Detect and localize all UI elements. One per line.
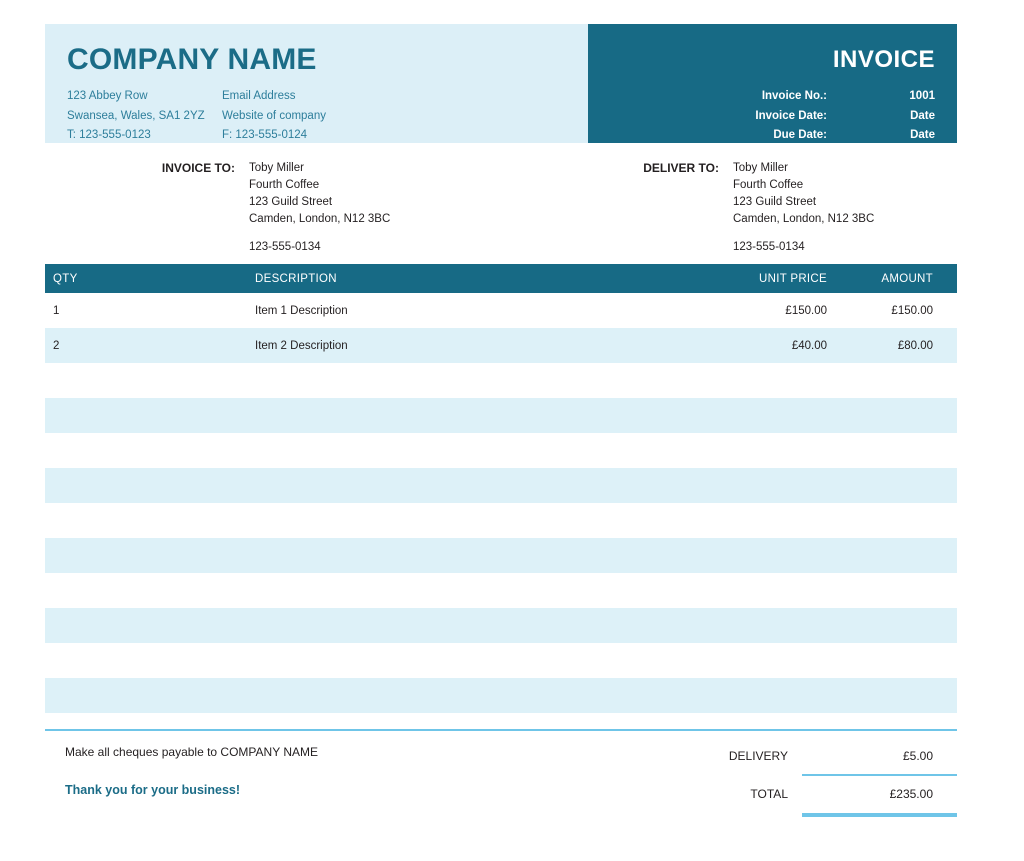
cheque-note: Make all cheques payable to COMPANY NAME <box>65 745 319 759</box>
line-items-table <box>45 264 957 748</box>
table-body <box>45 293 957 748</box>
cell-qty: 2 <box>53 339 60 352</box>
due-date-value: Date <box>910 129 935 141</box>
cell-amount: £150.00 <box>891 304 933 317</box>
invoice-footer <box>45 738 957 817</box>
address-section <box>45 160 957 256</box>
deliver-to-line-2: Fourth Coffee <box>733 179 804 191</box>
column-header-qty: QTY <box>53 272 78 285</box>
company-name: COMPANY NAME <box>67 43 317 76</box>
invoice-to-line-3: 123 Guild Street <box>249 196 333 208</box>
delivery-label: DELIVERY <box>728 749 788 763</box>
company-address-line-2: Swansea, Wales, SA1 2YZ <box>67 109 205 122</box>
deliver-to-label: DELIVER TO: <box>643 161 719 175</box>
cell-unit-price: £150.00 <box>785 304 827 317</box>
deliver-to-line-4: Camden, London, N12 3BC <box>733 213 875 225</box>
invoice-title: INVOICE <box>832 46 935 73</box>
invoice-number-label: Invoice No.: <box>761 90 827 102</box>
deliver-to-phone: 123-555-0134 <box>733 241 805 253</box>
invoice-to-label: INVOICE TO: <box>161 161 235 175</box>
total-label: TOTAL <box>750 787 788 801</box>
company-website: Website of company <box>222 109 326 122</box>
footer-notes <box>45 738 655 817</box>
invoice-to-line-4: Camden, London, N12 3BC <box>249 213 391 225</box>
table-row[interactable] <box>45 328 957 363</box>
table-row[interactable] <box>45 433 957 468</box>
due-date-label: Due Date: <box>773 129 827 141</box>
column-header-description: DESCRIPTION <box>255 272 337 285</box>
table-header-row <box>45 264 957 293</box>
deliver-to-address <box>733 160 874 256</box>
invoice-number-row <box>588 87 935 107</box>
due-date-row <box>588 126 935 146</box>
invoice-date-row <box>588 107 935 127</box>
table-row[interactable] <box>45 608 957 643</box>
cell-amount: £80.00 <box>897 339 933 352</box>
table-row[interactable] <box>45 678 957 713</box>
invoice-to-line-2: Fourth Coffee <box>249 179 320 191</box>
company-phone: T: 123-555-0123 <box>67 129 151 141</box>
column-header-unit-price: UNIT PRICE <box>759 272 827 285</box>
thank-you-note: Thank you for your business! <box>65 783 241 797</box>
invoice-number-value: 1001 <box>909 90 935 102</box>
table-row[interactable] <box>45 538 957 573</box>
totals-section <box>655 738 957 817</box>
delivery-value: £5.00 <box>902 749 933 763</box>
table-row[interactable] <box>45 363 957 398</box>
invoice-meta-panel <box>588 24 957 143</box>
company-contact <box>67 87 588 146</box>
invoice-to-phone: 123-555-0134 <box>249 241 321 253</box>
invoice-header <box>45 24 957 143</box>
table-row[interactable] <box>45 573 957 608</box>
invoice-date-label: Invoice Date: <box>755 109 827 122</box>
company-web-column <box>222 87 326 146</box>
company-fax: F: 123-555-0124 <box>222 129 308 141</box>
deliver-to-line-3: 123 Guild Street <box>733 196 817 208</box>
cell-description: Item 2 Description <box>255 339 348 352</box>
cell-qty: 1 <box>53 304 60 317</box>
column-header-amount: AMOUNT <box>881 272 933 285</box>
invoice-to-line-1: Toby Miller <box>249 162 304 174</box>
deliver-to-line-1: Toby Miller <box>733 162 788 174</box>
total-underline <box>802 812 957 817</box>
table-row[interactable] <box>45 468 957 503</box>
footer-divider <box>45 729 957 731</box>
company-info-panel <box>45 24 588 143</box>
invoice-date-value: Date <box>910 109 935 122</box>
cell-description: Item 1 Description <box>255 304 348 317</box>
company-email: Email Address <box>222 90 296 102</box>
table-row[interactable] <box>45 398 957 433</box>
total-value: £235.00 <box>889 787 933 801</box>
table-row[interactable] <box>45 503 957 538</box>
deliver-to-block <box>588 160 957 256</box>
invoice-to-address <box>249 160 390 256</box>
company-address-line-1: 123 Abbey Row <box>67 90 148 102</box>
company-address-column <box>67 87 222 146</box>
cell-unit-price: £40.00 <box>791 339 827 352</box>
delivery-row <box>655 738 957 774</box>
invoice-to-block <box>45 160 588 256</box>
total-row <box>655 776 957 812</box>
table-row[interactable] <box>45 293 957 328</box>
table-row[interactable] <box>45 643 957 678</box>
